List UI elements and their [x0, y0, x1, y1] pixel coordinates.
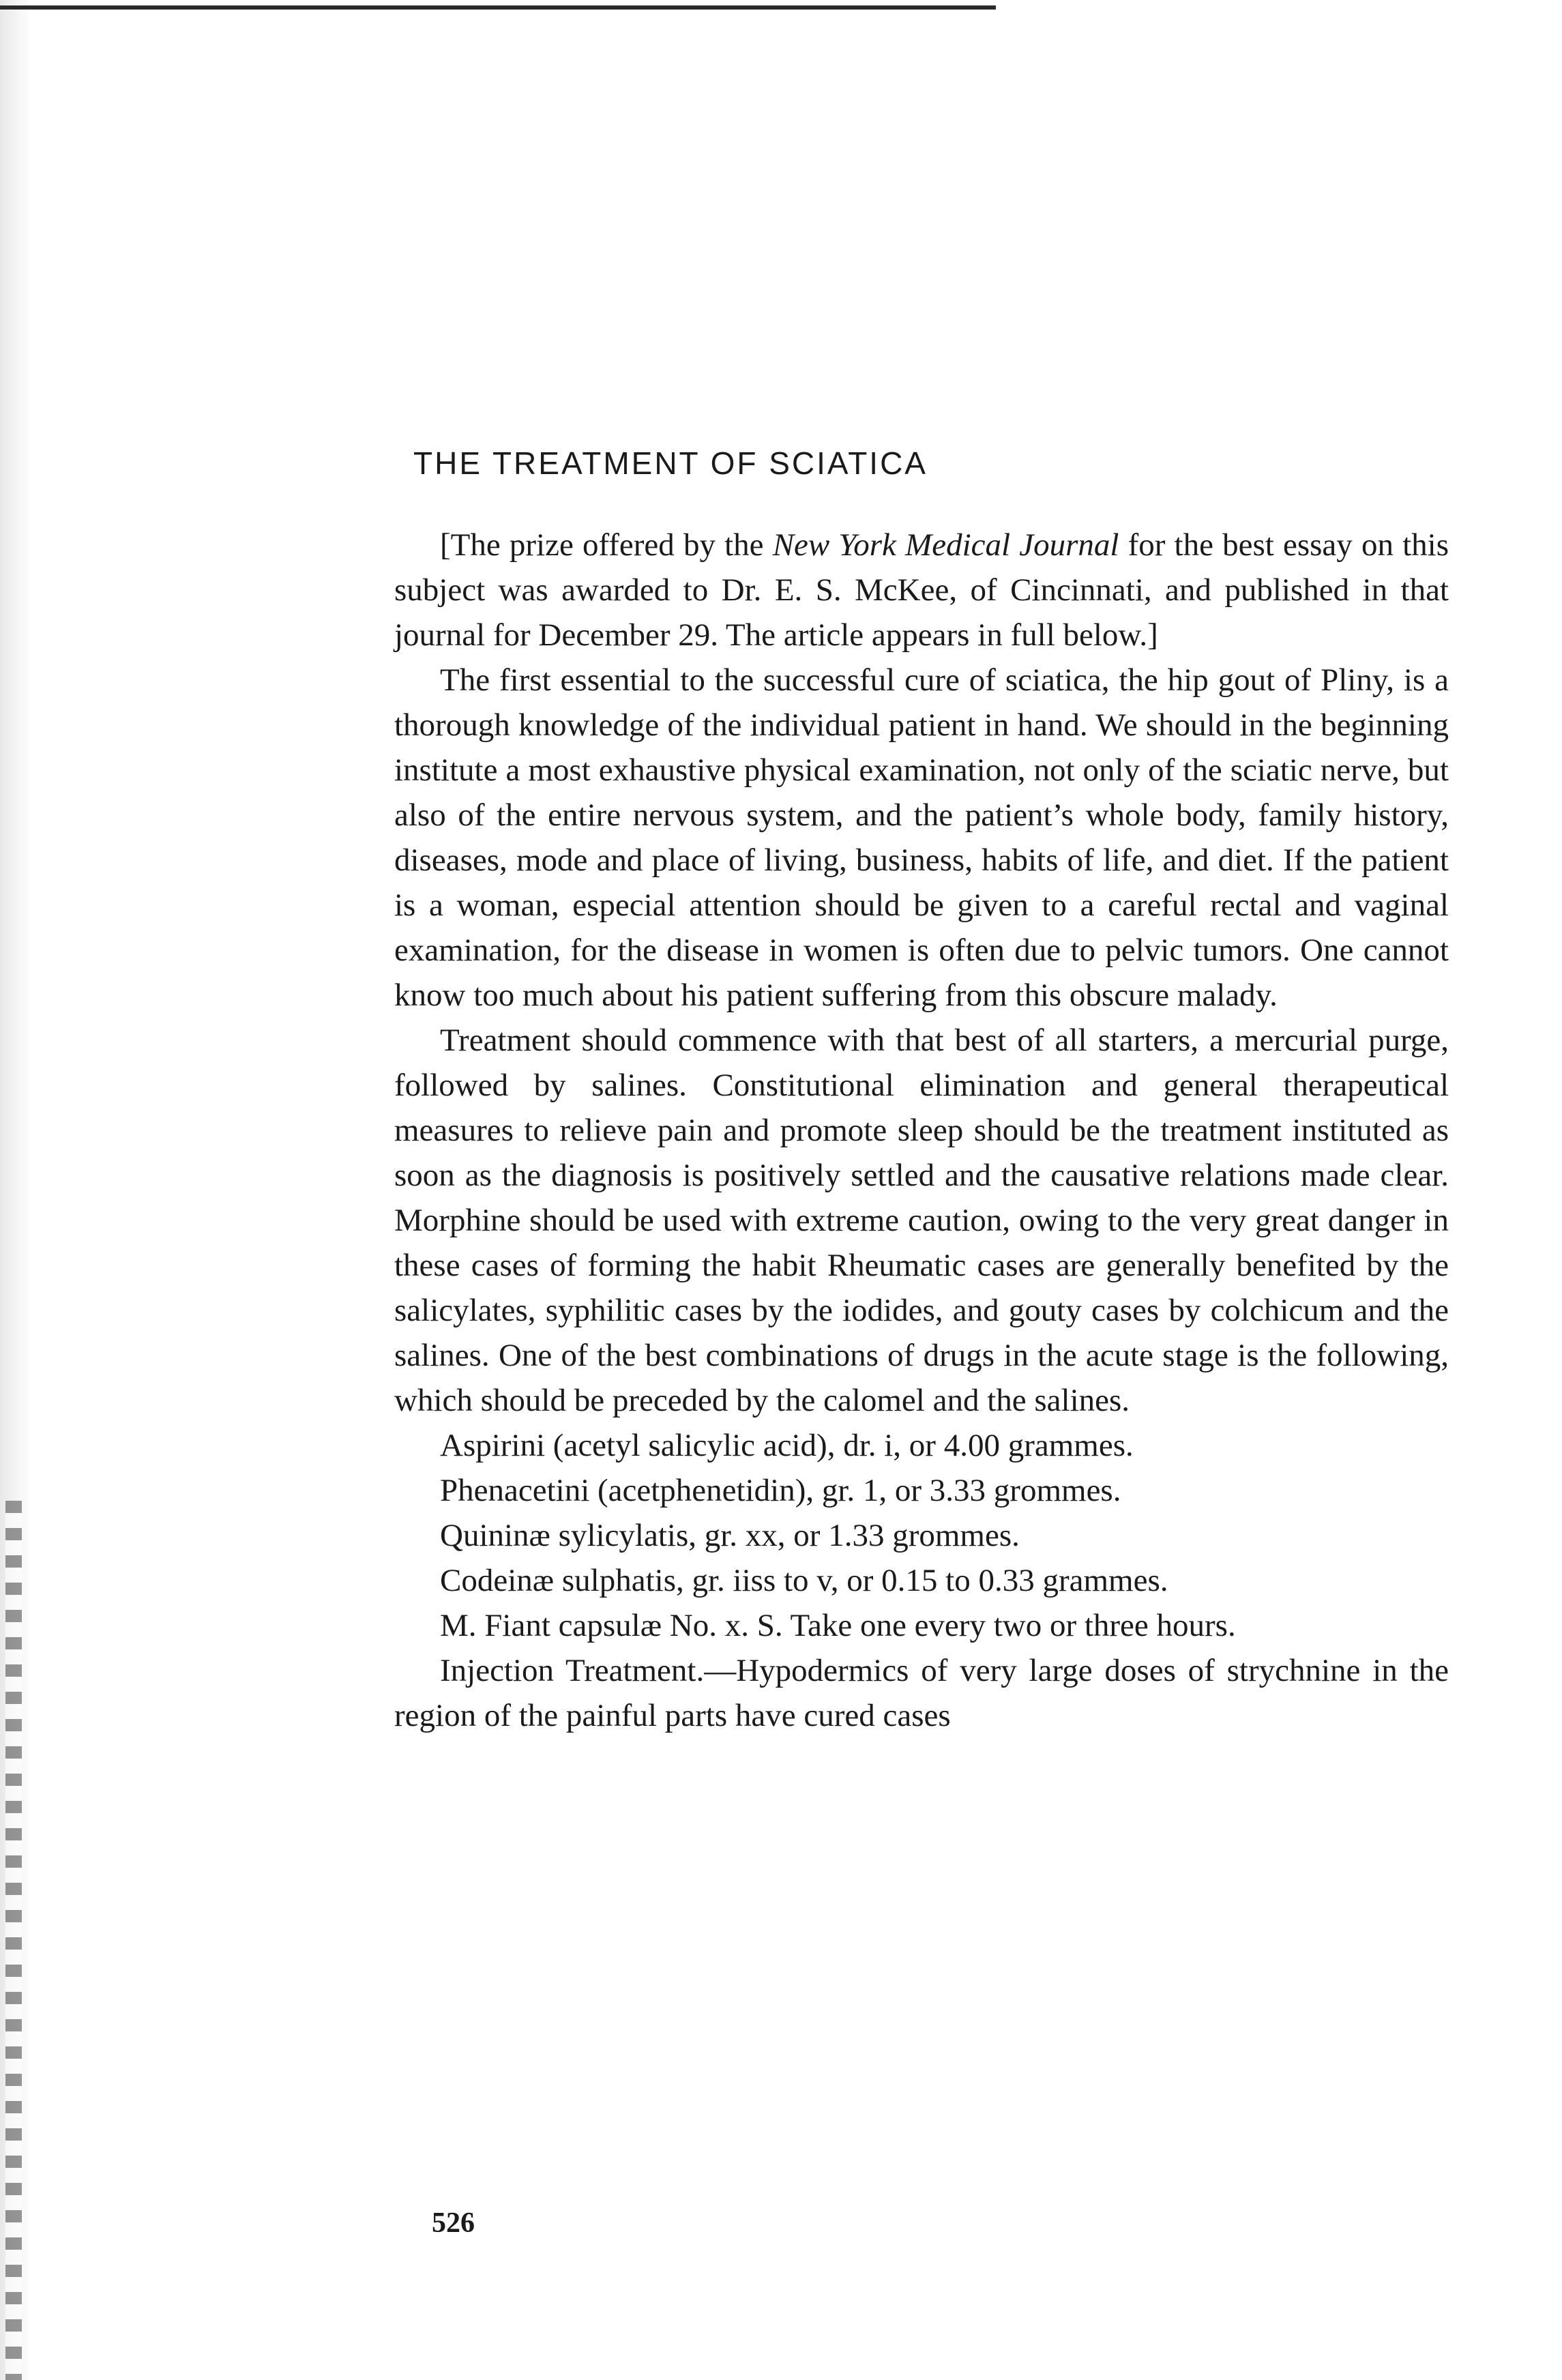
intro-before: [The prize offered by the — [440, 527, 773, 563]
top-rule — [0, 5, 996, 10]
page-title: THE TREATMENT OF SCIATICA — [413, 445, 928, 481]
prescription-item: Phenacetini (acetphenetidin), gr. 1, or 3.33 grommes. — [440, 1473, 1121, 1508]
paragraph-treatment: Treatment should commence with that best of all starters, a mercurial purge, followed by salines. Constitutional elimination and general therapeutical measures to relieve pain and promote sleep should be the treatment instituted as soon as the diagnosis is positively settled and the causative relations made clear. Morphine should be used with extreme caution, owing to the very great danger in these cases of forming the habit Rheumatic cases are generally benefited by the salicylates, syphilitic cases by the iodides, and gouty cases by colchicum and the salines. One of the best combinations of drugs in the acute stage is the following, which should be preceded by the calomel and the salines. — [394, 1023, 1449, 1418]
page-number: 526 — [432, 2207, 475, 2239]
prescription-list — [394, 1423, 1449, 1603]
paragraph-examination: The first essential to the successful cure of sciatica, the hip gout of Pliny, is a thorough knowledge of the individual patient in hand. We should in the beginning institute a most exhaustive physical examination, not only of the sciatic nerve, but also of the entire nervous system, and the patient’s whole body, family history, diseases, mode and place of living, business, habits of life, and diet. If the patient is a woman, especial attention should be given to a careful rectal and vaginal examination, for the disease in women is often due to pelvic tumors. One cannot know too much about his patient suffering from this obscure malady. — [394, 662, 1449, 1013]
binding-marks — [5, 1501, 22, 2380]
prescription-item: Aspirini (acetyl salicylic acid), dr. i, or 4.00 grammes. — [440, 1428, 1134, 1463]
paragraph-injection: Injection Treatment.—Hypodermics of very large doses of strychnine in the region of the painful parts have cured cases — [394, 1653, 1449, 1733]
article-body — [394, 523, 1449, 1738]
prescription-directions: M. Fiant capsulæ No. x. S. Take one every two or three hours. — [440, 1608, 1236, 1643]
intro-after: for the best essay on this subject was awarded to Dr. E. S. McKee, of Cincinnati, and published in that journal for December 29. The article appears in full below.] — [394, 527, 1449, 653]
intro-note — [394, 523, 1449, 658]
prescription-item: Quininæ sylicylatis, gr. xx, or 1.33 grommes. — [440, 1518, 1020, 1553]
journal-name: New York Medical Journal — [772, 527, 1119, 563]
prescription-item: Codeinæ sulphatis, gr. iiss to v, or 0.15 to 0.33 grammes. — [440, 1563, 1168, 1598]
